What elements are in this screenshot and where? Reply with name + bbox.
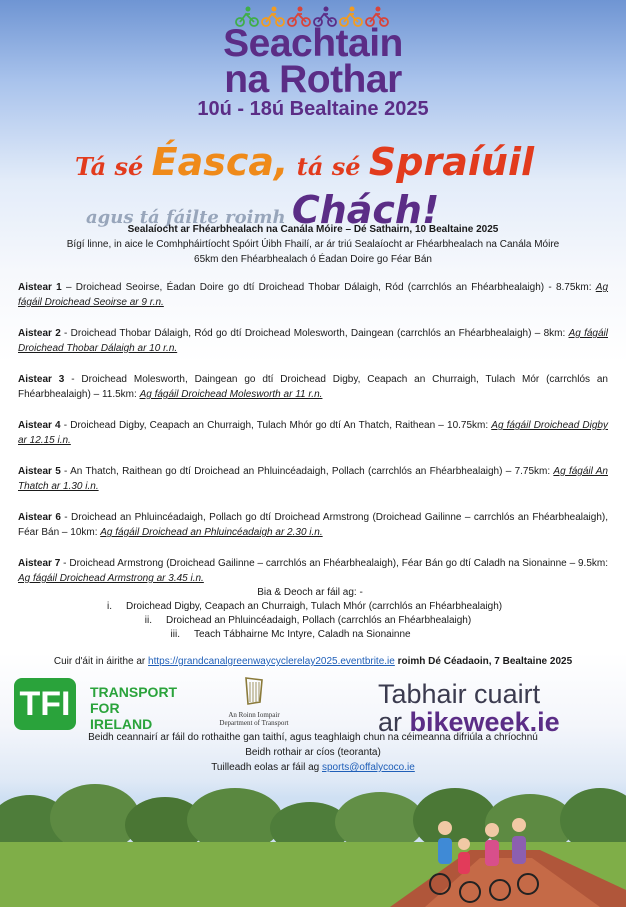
stage-route: – Droichead Seoirse, Éadan Doire go dtí Droichead Thobar Dálaigh, Ród (carrchlós an Fhéarbhealaigh) - 8.75km: [61,282,596,293]
list-item [90,628,530,642]
harp-icon [242,676,266,706]
footer-line3-prefix: Tuilleadh eolas ar fáil ag [211,762,322,773]
stage-item [18,418,608,448]
intro-line3: 65km den Fhéarbhealach ó Éadan Doire go Féar Bán [194,254,432,265]
slogan-part3: tá sé [288,152,369,181]
slogan-part4: Spraíúil [368,140,535,184]
slogan-part5: agus tá fáilte roimh [86,207,292,228]
footer-info [0,730,626,775]
stage-item [18,556,608,586]
tfi-line2: FOR [90,700,120,716]
stage-label: Aistear 2 [18,328,61,339]
dept-line2: Department of Transport [219,719,289,727]
page-title [0,22,626,101]
stage-route: - Droichead an Phluincéadaigh, Pollach go dtí Droichead Armstrong (Droichead Gailinne – carrchlós an Fhéarbhealaigh), Féar Bán – 10km: [18,512,608,538]
stage-route: - Droichead Digby, Ceapach an Churraigh, Tulach Mhór go dtí An Thatch, Raithean – 10.75km: [60,420,492,431]
stage-departure: Ag fágáil An Thatch ar 1.30 i.n. [18,466,608,492]
bikeweek-line1: Tabhair cuairt [378,679,541,709]
stage-route: - An Thatch, Raithean go dtí Droichead an Phluincéadaigh, Pollach (carrchlós an Fhéarbhealaigh) – 7.75km: [60,466,554,477]
list-item [90,614,530,628]
intro-heading: Sealaíocht ar Fhéarbhealach na Canála Móire – Dé Sathairn, 10 Bealtaine 2025 [127,224,499,235]
tfi-wordmark [90,684,177,732]
stage-item [18,510,608,540]
eventbrite-link[interactable]: https://grandcanalgreenwaycyclerelay2025.eventbrite.ie [148,656,395,667]
stage-route: - Droichead Armstrong (Droichead Gailinne – carrchlós an Fhéarbhealaigh), Féar Bán go dtí Caladh na Sionainne – 9.5km: [60,558,608,569]
stage-item [18,280,608,310]
stage-departure: Ag fágáil Droichead Seoirse ar 9 r.n. [18,282,609,308]
tfi-line3: IRELAND [90,716,153,732]
stage-route: - Droichead Thobar Dálaigh, Ród go dtí Droichead Molesworth, Daingean (carrchlós an Fhéarbhealaigh) – 8km: [60,328,569,339]
stage-item [18,372,608,402]
tfi-logo-icon: TFI [14,678,76,730]
food-drink-section [90,586,530,642]
list-text: Droichead Digby, Ceapach an Churraigh, Tulach Mhór (carrchlós an Fhéarbhealaigh) [126,601,503,612]
bikeweek-logo [378,680,560,736]
stage-label: Aistear 7 [18,558,61,569]
stage-route: - Droichead Molesworth, Daingean go dtí Droichead Digby, Ceapach an Churraigh, Tulach Mór (carrchlós an Fhéarbhealaigh) – 11.5km: [18,374,608,400]
stage-departure: Ag fágáil Droichead Digby ar 12.15 i.n. [18,420,608,446]
list-num: i. [107,601,112,612]
dept-line1: An Roinn Iompair [228,711,280,719]
stage-item [18,464,608,494]
stage-label: Aistear 6 [18,512,61,523]
title-line1: Seachtain [223,22,403,65]
stage-departure: Ag fágáil Droichead Molesworth ar 11 r.n. [139,389,323,400]
register-prefix: Cuir d'áit in áirithe ar [53,656,149,667]
stage-label: Aistear 1 [18,282,62,293]
stage-departure: Ag fágáil Droichead Armstrong ar 3.45 i.n. [18,573,204,584]
intro-line2: Bígí linne, in aice le Comhpháirtíocht Spóirt Úibh Fhailí, ar ár triú Sealaíocht ar Fhéarbhealach na Canála Móire [66,239,560,250]
stage-departure: Ag fágáil Droichead Thobar Dálaigh ar 10 r.n. [18,328,608,354]
list-num: iii. [170,629,180,640]
food-title: Bia & Deoch ar fáil ag: - [257,587,363,598]
tfi-line1: TRANSPORT [90,684,178,700]
intro [0,222,626,267]
stage-label: Aistear 5 [18,466,61,477]
stage-item [18,326,608,356]
list-num: ii. [144,615,152,626]
slogan-part6: Chách! [291,188,440,232]
stage-label: Aistear 4 [18,420,61,431]
list-item [90,600,530,614]
footer-line2: Beidh rothair ar cíos (teoranta) [245,747,381,758]
stage-departure: Ag fágáil Droichead an Phluincéadaigh ar 2.30 i.n. [100,527,323,538]
dept-transport-logo [214,676,294,732]
list-text: Teach Tábhairne Mc Intyre, Caladh na Sionainne [194,629,411,640]
park-cyclists-scene [0,780,626,907]
register-suffix: roimh Dé Céadaoin, 7 Bealtaine 2025 [394,656,573,667]
event-dates: 10ú - 18ú Bealtaine 2025 [197,98,429,120]
bikeweek-name: bikeweek.ie [409,707,560,737]
bikeweek-prefix: ar [378,707,410,737]
stage-label: Aistear 3 [18,374,65,385]
footer-line1: Beidh ceannairí ar fáil do rothaithe gan taithí, agus teaghlaigh chun na céimeanna difriúla a chríochnú [88,732,538,743]
email-link[interactable]: sports@offalycoco.ie [322,762,415,773]
slogan-part2: Éasca, [151,140,289,184]
title-line2: na Rothar [224,58,402,101]
register-line [0,656,626,667]
slogan-part1: Tá sé [75,152,152,181]
stages-list [18,280,608,602]
list-text: Droichead an Phluincéadaigh, Pollach (carrchlós an Fhéarbhealaigh) [166,615,472,626]
